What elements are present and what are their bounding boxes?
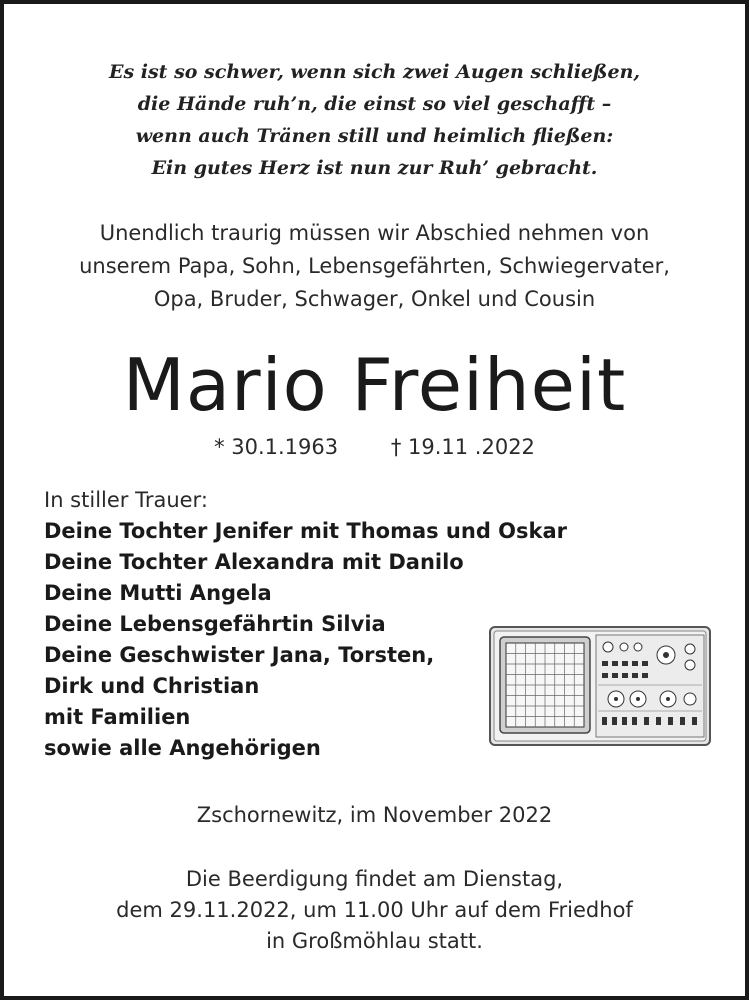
funeral-line: in Großmöhlau statt. xyxy=(266,929,483,953)
intro-text xyxy=(4,217,745,316)
place-and-date: Zschornewitz, im November 2022 xyxy=(196,803,553,827)
poem-line: wenn auch Tränen still und heimlich fließen: xyxy=(135,125,614,147)
poem xyxy=(4,56,745,184)
intro-line: Opa, Bruder, Schwager, Onkel und Cousin xyxy=(153,287,596,311)
funeral-line: dem 29.11.2022, um 11.00 Uhr auf dem Friedhof xyxy=(116,898,633,922)
mourner-line: Deine Tochter Jenifer mit Thomas und Oskar xyxy=(44,519,568,543)
mourner-line: Deine Tochter Alexandra mit Danilo xyxy=(44,550,464,574)
oscilloscope-icon xyxy=(488,625,712,747)
intro-line: unserem Papa, Sohn, Lebensgefährten, Schwiegervater, xyxy=(79,254,670,278)
life-dates xyxy=(4,432,745,462)
mourner-line: Dirk und Christian xyxy=(44,674,260,698)
mourner-line: sowie alle Angehörigen xyxy=(44,736,321,760)
mourners-lead: In stiller Trauer: xyxy=(44,488,208,512)
funeral-notice xyxy=(4,864,745,957)
funeral-line: Die Beerdigung findet am Dienstag, xyxy=(185,867,564,891)
mourner-line: Deine Lebensgefährtin Silvia xyxy=(44,612,386,636)
birth-date: * 30.1.1963 xyxy=(214,435,339,459)
deceased-name: Mario Freiheit xyxy=(122,343,627,427)
mourner-line: Deine Mutti Angela xyxy=(44,581,272,605)
mourners-list xyxy=(44,485,568,764)
mourner-line: Deine Geschwister Jana, Torsten, xyxy=(44,643,435,667)
poem-line: Ein gutes Herz ist nun zur Ruh’ gebracht. xyxy=(151,157,598,179)
poem-line: die Hände ruh’n, die einst so viel geschafft – xyxy=(137,93,612,115)
death-date: † 19.11 .2022 xyxy=(390,435,535,459)
mourner-line: mit Familien xyxy=(44,705,191,729)
poem-line: Es ist so schwer, wenn sich zwei Augen schließen, xyxy=(108,61,641,83)
intro-line: Unendlich traurig müssen wir Abschied nehmen von xyxy=(99,221,650,245)
